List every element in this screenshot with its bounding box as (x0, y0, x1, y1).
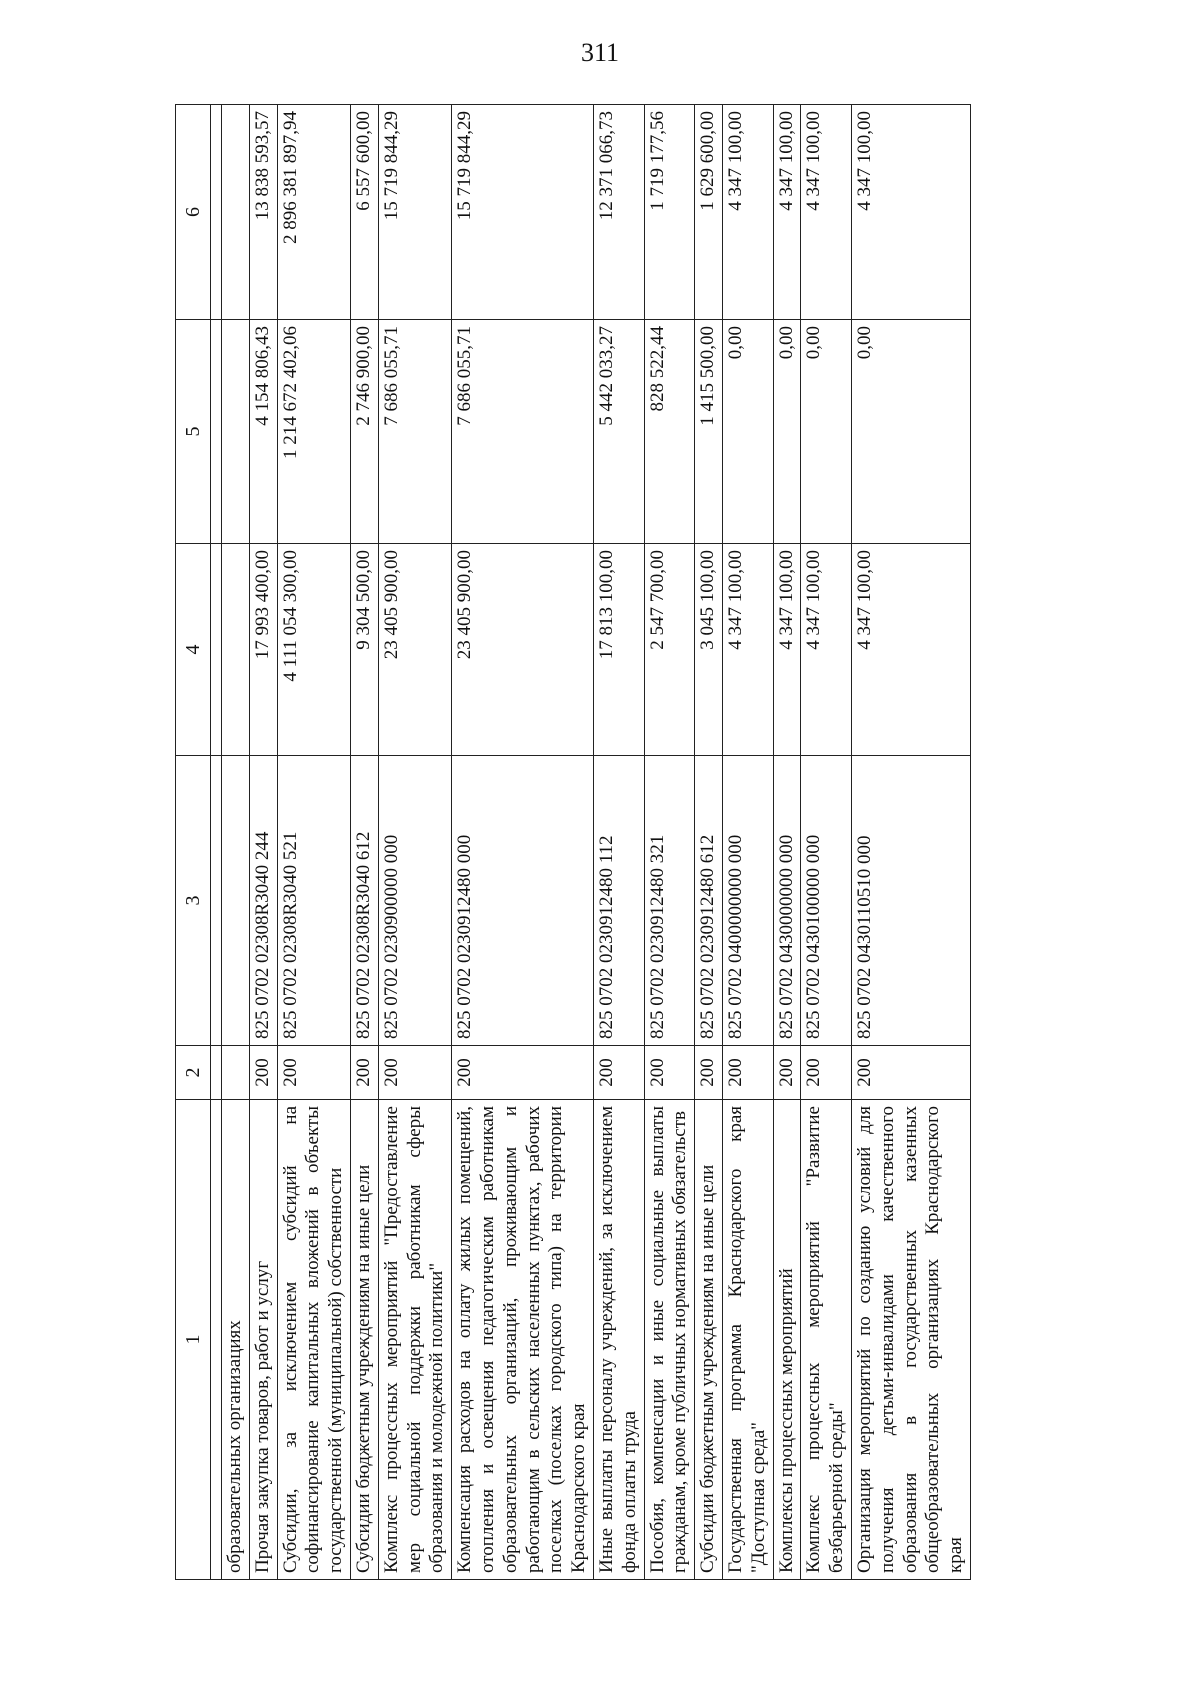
rotated-table-container (175, 105, 1025, 1580)
row-name: Компенсация расходов на оплату жилых помещений, отопления и освещения педагогическим работникам образовательных организаций, проживающим и работающим в сельских населенных пунктах, рабочих поселках (поселках городского типа) на территории Краснодарского края (452, 1100, 594, 1580)
row-plan: 23 405 900,00 (378, 544, 451, 756)
header-col-5: 5 (176, 320, 211, 544)
row-plan: 4 347 100,00 (801, 544, 852, 756)
row-executed: 0,00 (773, 320, 801, 544)
row-kbk (222, 756, 250, 1046)
row-remaining: 12 371 066,73 (593, 105, 644, 320)
spacer-cell (211, 320, 222, 544)
table-row (222, 105, 250, 1580)
row-name: Комплексы процессных мероприятий (773, 1100, 801, 1580)
table-row (249, 105, 277, 1580)
row-kbk: 825 0702 0430110510 000 (851, 756, 970, 1046)
row-executed: 0,00 (801, 320, 852, 544)
table-row (593, 105, 644, 1580)
row-executed: 828 522,44 (644, 320, 695, 544)
table-row (773, 105, 801, 1580)
table-row (722, 105, 773, 1580)
spacer-cell (211, 544, 222, 756)
row-name: Иные выплаты персоналу учреждений, за исключением фонда оплаты труда (593, 1100, 644, 1580)
spacer-cell (211, 756, 222, 1046)
row-code: 200 (722, 1046, 773, 1100)
row-code: 200 (773, 1046, 801, 1100)
row-kbk: 825 0702 0400000000 000 (722, 756, 773, 1046)
header-row (176, 105, 211, 1580)
row-executed: 0,00 (722, 320, 773, 544)
row-plan: 17 813 100,00 (593, 544, 644, 756)
row-executed: 1 415 500,00 (695, 320, 723, 544)
row-plan: 3 045 100,00 (695, 544, 723, 756)
row-name: Комплекс процессных мероприятий "Предоставление мер социальной поддержки работникам сферы образования и молодежной политики" (378, 1100, 451, 1580)
row-kbk: 825 0702 02308R3040 612 (350, 756, 378, 1046)
row-code: 200 (249, 1046, 277, 1100)
header-col-6: 6 (176, 105, 211, 320)
spacer-row (211, 105, 222, 1580)
row-code: 200 (644, 1046, 695, 1100)
row-name: образовательных организациях (222, 1100, 250, 1580)
row-name: Пособия, компенсации и иные социальные выплаты гражданам, кроме публичных нормативных обязательств (644, 1100, 695, 1580)
row-executed: 7 686 055,71 (378, 320, 451, 544)
table-row (378, 105, 451, 1580)
spacer-cell (211, 1100, 222, 1580)
budget-table (175, 104, 971, 1580)
header-col-4: 4 (176, 544, 211, 756)
row-kbk: 825 0702 0230912480 112 (593, 756, 644, 1046)
row-code: 200 (452, 1046, 594, 1100)
row-plan: 2 547 700,00 (644, 544, 695, 756)
row-name: Прочая закупка товаров, работ и услуг (249, 1100, 277, 1580)
row-plan: 17 993 400,00 (249, 544, 277, 756)
row-remaining: 4 347 100,00 (773, 105, 801, 320)
row-kbk: 825 0702 02308R3040 244 (249, 756, 277, 1046)
rotated-table-frame (175, 105, 1025, 1580)
table-row (644, 105, 695, 1580)
row-code (222, 1046, 250, 1100)
row-plan: 4 111 054 300,00 (277, 544, 350, 756)
row-plan: 23 405 900,00 (452, 544, 594, 756)
row-code: 200 (378, 1046, 451, 1100)
row-remaining: 2 896 381 897,94 (277, 105, 350, 320)
row-plan: 4 347 100,00 (773, 544, 801, 756)
row-executed: 1 214 672 402,06 (277, 320, 350, 544)
row-executed: 7 686 055,71 (452, 320, 594, 544)
row-code: 200 (593, 1046, 644, 1100)
row-executed: 0,00 (851, 320, 970, 544)
row-name: Комплекс процессных мероприятий "Развитие безбарьерной среды" (801, 1100, 852, 1580)
header-col-2: 2 (176, 1046, 211, 1100)
row-code: 200 (801, 1046, 852, 1100)
row-remaining: 4 347 100,00 (851, 105, 970, 320)
row-remaining: 4 347 100,00 (801, 105, 852, 320)
row-executed: 2 746 900,00 (350, 320, 378, 544)
row-executed (222, 320, 250, 544)
row-remaining: 15 719 844,29 (378, 105, 451, 320)
header-col-3: 3 (176, 756, 211, 1046)
table-row (801, 105, 852, 1580)
table-row (851, 105, 970, 1580)
row-remaining: 15 719 844,29 (452, 105, 594, 320)
row-kbk: 825 0702 0230900000 000 (378, 756, 451, 1046)
row-code: 200 (695, 1046, 723, 1100)
table-row (452, 105, 594, 1580)
row-executed: 4 154 806,43 (249, 320, 277, 544)
row-name: Субсидии бюджетным учреждениям на иные цели (695, 1100, 723, 1580)
row-kbk: 825 0702 0230912480 000 (452, 756, 594, 1046)
spacer-cell (211, 105, 222, 320)
row-code: 200 (350, 1046, 378, 1100)
row-kbk: 825 0702 0230912480 612 (695, 756, 723, 1046)
row-remaining: 13 838 593,57 (249, 105, 277, 320)
header-col-1: 1 (176, 1100, 211, 1580)
row-code: 200 (851, 1046, 970, 1100)
row-kbk: 825 0702 0430100000 000 (801, 756, 852, 1046)
row-plan: 4 347 100,00 (722, 544, 773, 756)
table-row (277, 105, 350, 1580)
spacer-cell (211, 1046, 222, 1100)
row-remaining (222, 105, 250, 320)
row-remaining: 4 347 100,00 (722, 105, 773, 320)
row-kbk: 825 0702 0430000000 000 (773, 756, 801, 1046)
row-name: Организация мероприятий по созданию условий для получения детьми-инвалидами качественного образования в государственных казенных общеобразовательных организациях Краснодарского края (851, 1100, 970, 1580)
row-plan: 9 304 500,00 (350, 544, 378, 756)
row-remaining: 6 557 600,00 (350, 105, 378, 320)
row-name: Субсидии бюджетным учреждениям на иные цели (350, 1100, 378, 1580)
row-remaining: 1 719 177,56 (644, 105, 695, 320)
page-number: 311 (580, 38, 620, 67)
row-kbk: 825 0702 0230912480 321 (644, 756, 695, 1046)
row-plan: 4 347 100,00 (851, 544, 970, 756)
row-executed: 5 442 033,27 (593, 320, 644, 544)
row-code: 200 (277, 1046, 350, 1100)
table-row (695, 105, 723, 1580)
row-name: Субсидии, за исключением субсидий на софинансирование капитальных вложений в объекты государственной (муниципальной) собственности (277, 1100, 350, 1580)
row-kbk: 825 0702 02308R3040 521 (277, 756, 350, 1046)
table-row (350, 105, 378, 1580)
row-plan (222, 544, 250, 756)
row-remaining: 1 629 600,00 (695, 105, 723, 320)
row-name: Государственная программа Краснодарского края "Доступная среда" (722, 1100, 773, 1580)
